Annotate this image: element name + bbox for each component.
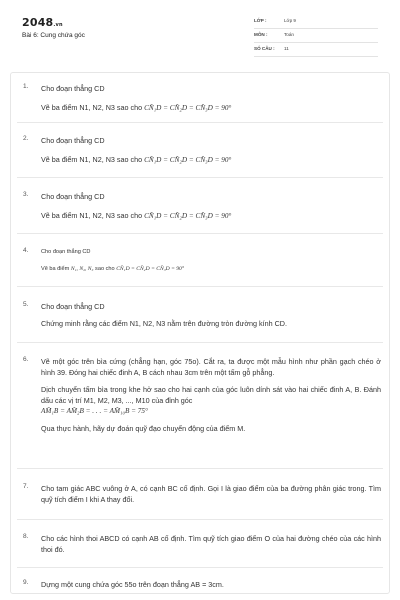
math-formula: CN̂₁D = CN̂₂D = CN̂₃D = 90° [144,104,232,112]
meta-row-class [254,15,378,29]
meta-value: Lớp 9 [284,18,296,23]
question-line: Vẽ ba điểm N1, N2, N3 sao cho CN̂₁D = CN̂₂D = CN̂₃D = 90° [41,211,232,220]
question-line: Vẽ ba điểm N₁, N₂, N₃ sao cho CN̂₁D = CN̂₂D = CN̂₃D = 90° [41,266,185,272]
meta-key: LỚP : [254,18,267,23]
question-number: 8. [23,533,29,540]
divider [17,286,383,287]
question-number: 9. [23,579,29,586]
meta-value: 11 [284,46,289,51]
meta-key: MÔN : [254,32,268,37]
question-number: 1. [23,83,29,90]
question-line: Cho đoạn thẳng CD [41,84,105,93]
question-line: Cho đoạn thẳng CD [41,192,105,201]
page-header [0,0,400,66]
question-paragraph: Qua thực hành, hãy dự đoán quỹ đạo chuyển động của điểm M. [41,424,246,433]
question-text [41,247,381,275]
divider [17,122,383,123]
question-line: Cho đoạn thẳng CD [41,302,105,311]
question-number: 4. [23,247,29,254]
divider [17,177,383,178]
meta-row-subject [254,29,378,43]
question-paragraph: Vẽ một góc trên bìa cứng (chẳng hạn, góc 75o). Cắt ra, ta được một mẫu hình như phần gạch chéo ở hình 39. Đóng hai chiếc đinh A, B cách nhau 3cm trên một tấm gỗ phẳng. [41,357,381,377]
question-list [10,72,390,594]
question-line: Vẽ ba điểm N1, N2, N3 sao cho CN̂₁D = CN̂₂D = CN̂₃D = 90° [41,155,232,164]
question-text: Cho tam giác ABC vuông ở A, có cạnh BC cố định. Gọi I là giao điểm của ba đường phân giác trong. Tìm quỹ tích điểm I khi A thay đổi. [41,484,381,504]
divider [17,342,383,343]
question-text [41,191,381,222]
question-line: Vẽ ba điểm N1, N2, N3 sao cho CN̂₁D = CN̂₂D = CN̂₃D = 90° [41,103,232,112]
divider [17,468,383,469]
logo-text: 2048 [22,16,54,29]
math-formula: CN̂₁D = CN̂₂D = CN̂₃D = 90° [116,266,185,272]
question-text: Dựng một cung chứa góc 55o trên đoạn thẳng AB = 3cm. [41,580,224,589]
divider [17,233,383,234]
meta-row-count [254,43,378,57]
page-title: Bài 6: Cung chứa góc [22,32,85,39]
question-number: 6. [23,356,29,363]
divider [17,567,383,568]
math-points: N₁, N₂, N₃ [70,266,94,272]
math-formula: AM̂₁B = AM̂₂B = . . . = AM̂₁₀B = 75° [41,407,148,415]
question-number: 7. [23,483,29,490]
site-logo[interactable] [22,16,63,29]
question-paragraph: Dịch chuyển tấm bìa trong khe hở sao cho hai cạnh của góc luôn dính sát vào hai chiếc đinh A, B. Đánh dấu các vị trí M1, M2, M3, ..., M10 của đỉnh góc [41,385,381,405]
question-text [41,301,381,329]
meta-value: Toán [284,32,294,37]
meta-key: SỐ CÂU : [254,46,275,51]
question-line: Cho đoạn thẳng CD [41,249,91,255]
question-number: 2. [23,135,29,142]
math-formula: CN̂₁D = CN̂₂D = CN̂₃D = 90° [144,156,232,164]
question-line: Chứng minh rằng các điểm N1, N2, N3 nằm trên đường tròn đường kính CD. [41,319,287,328]
meta-info [254,15,378,57]
question-number: 3. [23,191,29,198]
question-text: Cho các hình thoi ABCD có cạnh AB cố định. Tìm quỹ tích giao điểm O của hai đường chéo của các hình thoi đó. [41,534,381,554]
question-text [41,135,381,166]
math-formula: CN̂₁D = CN̂₂D = CN̂₃D = 90° [144,212,232,220]
logo-suffix: .vn [53,22,63,28]
question-text [41,83,381,114]
divider [17,519,383,520]
question-line: Cho đoạn thẳng CD [41,136,105,145]
question-text [41,356,381,434]
question-number: 5. [23,301,29,308]
